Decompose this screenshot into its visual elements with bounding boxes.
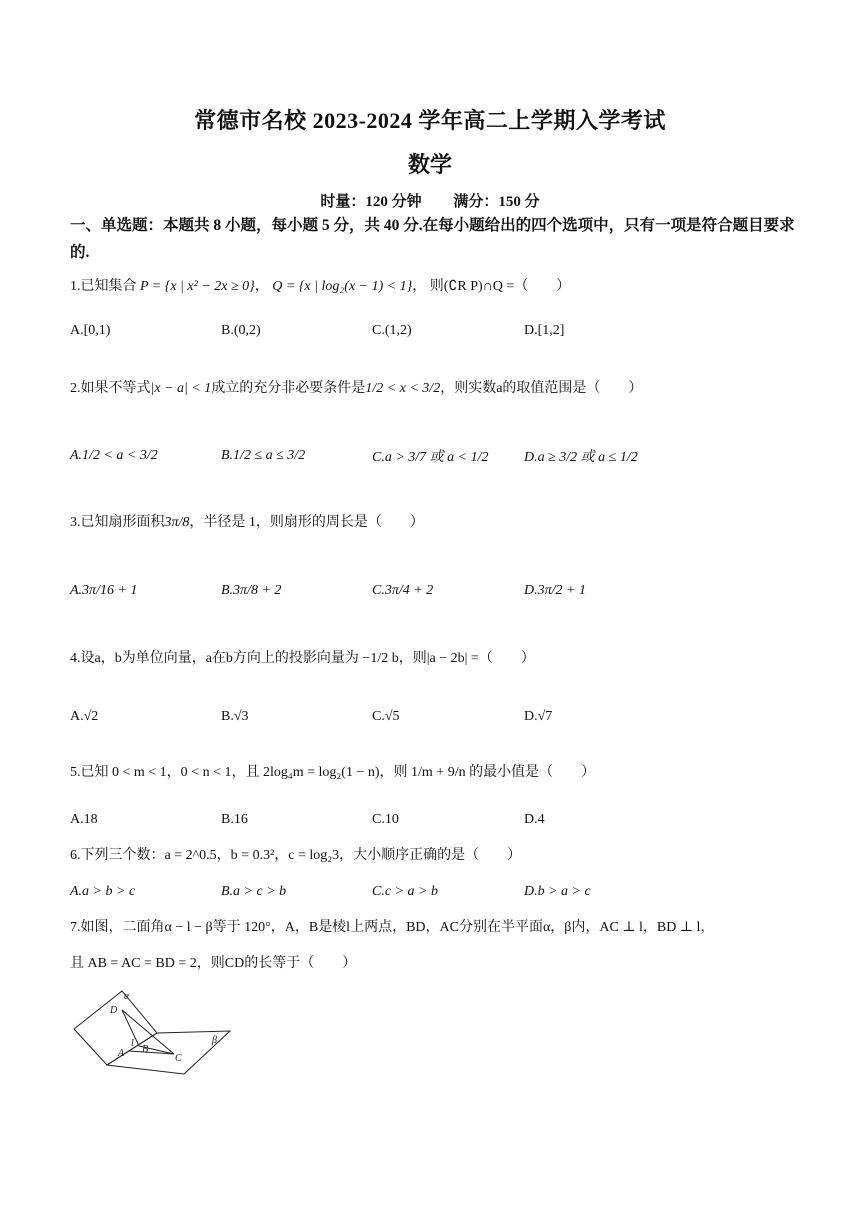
question-6: 6.下列三个数：a = 2^0.5，b = 0.3²，c = log₂3，大小顺序正确的是（ ） [70,848,522,863]
q6-option-c: C.c > a > b [372,884,438,899]
q2-option-c: C.a > 3/7 或 a < 1/2 [372,450,489,465]
q6-option-d: D.b > a > c [524,884,591,899]
q1-set-q: Q = {x | log₂(x − 1) < 1} [272,279,413,294]
question-3 [70,512,810,534]
q1-option-a: A.[0,1) [70,323,111,338]
q2-option-d: D.a ≥ 3/2 或 a ≤ 1/2 [524,450,638,465]
exam-info [0,190,860,211]
q2-ask: ，则实数a的取值范围是（ ） [440,381,643,396]
q6-option-a: A.a > b > c [70,884,136,899]
q4-option-a: A.√2 [70,709,99,724]
q4-option-b: B.√3 [221,709,249,724]
exam-score: 满分：150 分 [453,194,540,210]
q1-option-b: B.(0,2) [221,323,261,338]
dihedral-angle-figure [72,988,237,1080]
q2-mid: 成立的充分非必要条件是 [211,381,366,396]
q4-options [70,697,810,737]
q3-option-b: B.3π/8 + 2 [221,583,282,598]
q3-options [70,571,810,611]
question-7-line-2: 且 AB = AC = BD = 2，则CD的长等于（ ） [70,956,357,971]
q1-set-p: P = {x | x² − 2x ≥ 0} [140,279,255,294]
q1-prefix: 1.已知集合 [70,279,137,294]
q3-option-d: D.3π/2 + 1 [524,583,586,598]
q1-options [70,311,810,351]
label-b: B [142,1044,149,1055]
label-d: D [110,1005,118,1016]
q3-option-a: A.3π/16 + 1 [70,583,138,598]
q4-option-d: D.√7 [524,709,553,724]
question-2 [70,378,810,400]
label-beta: β [212,1035,217,1046]
question-4: 4.设a，b为单位向量，a在b方向上的投影向量为 −1/2 b，则|a − 2b| =（ ） [70,651,535,666]
q5-option-a: A.18 [70,812,98,827]
q1-option-c: C.(1,2) [372,323,412,338]
q1-option-d: D.[1,2] [524,323,565,338]
label-a: A [118,1048,125,1059]
exam-title: 常德市名校 2023-2024 学年高二上学期入学考试 [194,108,666,133]
q2-condition: 1/2 < x < 3/2 [365,381,441,396]
q2-option-b: B.1/2 ≤ a ≤ 3/2 [221,448,306,463]
q3-prefix: 3.已知扇形面积 [70,515,165,530]
q6-options [70,872,810,912]
q5-option-b: B.16 [221,812,248,827]
q2-options [70,436,810,476]
label-l: l [131,1038,134,1049]
question-7-line-1: 7.如图，二面角α − l − β等于 120°，A，B是棱l上两点，BD，AC分别在半平面α，β内，AC ⊥ l，BD ⊥ l， [70,920,715,935]
q3-area: 3π/8 [164,515,190,530]
q6-option-b: B.a > c > b [221,884,287,899]
q2-prefix: 2.如果不等式 [70,381,151,396]
q3-ask: ，半径是 1，则扇形的周长是（ ） [189,515,424,530]
q4-option-c: C.√5 [372,709,400,724]
q1-ask: 则(∁R P)∩Q =（ ） [429,279,571,294]
question-5: 5.已知 0 < m < 1，0 < n < 1，且 2log₄m = log₂(1 − n)，则 1/m + 9/n 的最小值是（ ） [70,765,596,780]
q2-option-a: A.1/2 < a < 3/2 [70,448,158,463]
label-alpha: α [124,991,130,1002]
q5-options [70,800,810,840]
q5-option-c: C.10 [372,812,399,827]
q3-option-c: C.3π/4 + 2 [372,583,434,598]
q5-option-d: D.4 [524,812,545,827]
exam-time: 时量：120 分钟 [320,194,422,210]
label-c: C [175,1053,182,1064]
q2-inequality: |x − a| < 1 [150,381,212,396]
section-heading: 一、单选题：本题共 8 小题，每小题 5 分，共 40 分.在每小题给出的四个选项中，只有一项是符合题目要求的. [70,217,795,261]
subject-title: 数学 [407,152,452,177]
question-1: 1.已知集合 P = {x | x² − 2x ≥ 0}， Q = {x | log₂(x − 1) < 1}， 则(∁R P)∩Q =（ ） [70,279,571,294]
